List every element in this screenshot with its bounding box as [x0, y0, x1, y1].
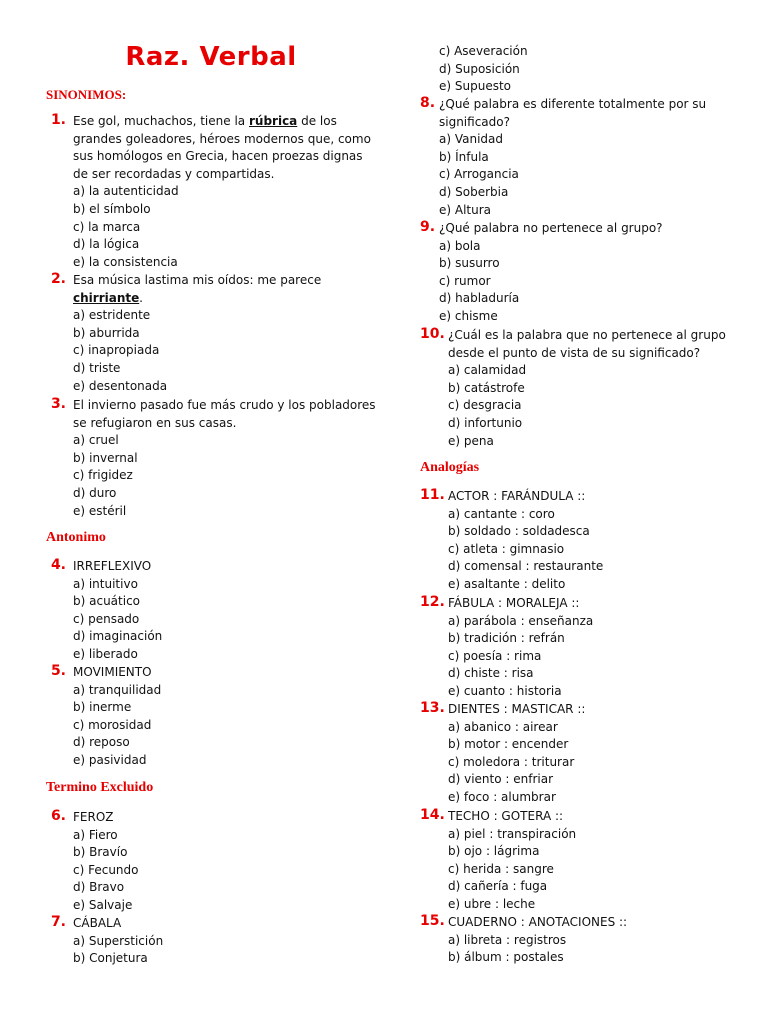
option: e) desentonada [73, 378, 168, 393]
question-text: CÁBALA [73, 916, 122, 930]
question-number: 6. [50, 808, 66, 824]
question-15 [420, 914, 750, 967]
option: e) asaltante : delito [448, 576, 566, 591]
option: a) tranquilidad [73, 682, 162, 697]
option: b) tradición : refrán [448, 631, 565, 646]
question-3 [46, 397, 376, 520]
option: b) Ínfula [439, 149, 489, 164]
question-text: FEROZ [73, 810, 114, 824]
question-number: 11. [420, 487, 445, 503]
question-number: 7. [50, 914, 66, 930]
question-number: 14. [420, 807, 445, 823]
question-4 [46, 558, 376, 664]
question-text: CUADERNO : ANOTACIONES :: [448, 915, 628, 929]
question-number: 4. [50, 557, 66, 573]
option: b) susurro [439, 256, 500, 271]
question-text: ACTOR : FARÁNDULA :: [448, 489, 586, 503]
section-sinonimos: SINONIMOS: [46, 87, 127, 102]
section-antonimo: Antonimo [46, 530, 106, 545]
option: c) herida : sangre [448, 861, 554, 876]
option: e) Supuesto [439, 79, 512, 94]
option: a) Vanidad [439, 132, 504, 147]
option: c) Fecundo [73, 862, 139, 877]
question-text-post: . [139, 290, 143, 305]
question-number: 5. [50, 663, 66, 679]
question-text-post: de los grandes goleadores, héroes modernos que, como sus homólogos en Grecia, hacen proezas dignas de ser recordadas y compartidas. [73, 114, 371, 181]
question-number: 12. [420, 594, 445, 610]
option: b) acuático [73, 594, 141, 609]
option: e) pena [448, 433, 494, 448]
question-number: 3. [50, 396, 66, 412]
question-10 [420, 327, 750, 450]
question-number: 15. [420, 913, 445, 929]
option: a) libreta : registros [448, 932, 567, 947]
question-text: ¿Qué palabra no pertenece al grupo? [439, 221, 663, 235]
option: a) abanico : airear [448, 719, 558, 734]
option: a) cruel [73, 433, 119, 448]
option: e) Salvaje [73, 897, 133, 912]
option: d) triste [73, 360, 121, 375]
question-number: 9. [420, 219, 436, 235]
option: d) infortunio [448, 415, 523, 430]
question-11 [420, 488, 750, 594]
option: c) rumor [439, 273, 491, 288]
question-9 [420, 220, 750, 326]
option: b) invernal [73, 450, 138, 465]
option: e) ubre : leche [448, 896, 536, 911]
option: c) pensado [73, 611, 140, 626]
question-text: TECHO : GOTERA :: [448, 809, 564, 823]
question-text: MOVIMIENTO [73, 665, 152, 679]
question-number: 10. [420, 326, 445, 342]
option: d) la lógica [73, 237, 140, 252]
option: c) inapropiada [73, 343, 160, 358]
question-6 [46, 809, 376, 915]
question-2 [46, 272, 376, 395]
question-number: 2. [50, 271, 66, 287]
option: c) atleta : gimnasio [448, 541, 565, 556]
option: b) soldado : soldadesca [448, 524, 590, 539]
option: b) motor : encender [448, 737, 569, 752]
option: d) reposo [73, 735, 130, 750]
option: c) morosidad [73, 717, 152, 732]
option: a) estridente [73, 308, 151, 323]
option: e) chisme [439, 308, 498, 323]
option: d) Bravo [73, 880, 125, 895]
option: c) Arrogancia [439, 167, 519, 182]
question-7-continued [420, 43, 750, 96]
option: a) parábola : enseñanza [448, 613, 594, 628]
option: c) poesía : rima [448, 648, 542, 663]
option: b) el símbolo [73, 201, 151, 216]
option: c) desgracia [448, 398, 522, 413]
question-1 [46, 113, 376, 271]
option: d) Suposición [439, 61, 520, 76]
question-text-pre: Esa música lastima mis oídos: me parece [73, 273, 322, 287]
option: c) frigidez [73, 468, 133, 483]
option: d) cañería : fuga [448, 879, 548, 894]
option: d) chiste : risa [448, 666, 534, 681]
option: d) viento : enfriar [448, 772, 554, 787]
question-12 [420, 595, 750, 701]
question-7 [46, 915, 376, 968]
option: e) la consistencia [73, 254, 178, 269]
option: a) intuitivo [73, 576, 138, 591]
key-word: chirriante [73, 290, 140, 305]
option: b) inerme [73, 700, 132, 715]
option: a) cantante : coro [448, 506, 555, 521]
option: d) comensal : restaurante [448, 559, 604, 574]
option: b) Bravío [73, 845, 128, 860]
option: b) álbum : postales [448, 950, 564, 965]
question-text: FÁBULA : MORALEJA :: [448, 596, 580, 610]
option: a) bola [439, 238, 481, 253]
option: e) cuanto : historia [448, 683, 562, 698]
option: c) la marca [73, 219, 141, 234]
option: a) la autenticidad [73, 184, 179, 199]
option: b) Conjetura [73, 951, 148, 966]
option: e) pasividad [73, 752, 147, 767]
option: e) Altura [439, 202, 492, 217]
option: c) moledora : triturar [448, 754, 575, 769]
key-word: rúbrica [248, 114, 298, 128]
option: b) ojo : lágrima [448, 844, 540, 859]
question-number: 1. [50, 112, 66, 128]
option: b) aburrida [73, 325, 140, 340]
option: b) catástrofe [448, 380, 525, 395]
question-text: El invierno pasado fue más crudo y los pobladores se refugiaron en sus casas. [73, 398, 376, 430]
question-14 [420, 808, 750, 914]
question-8 [420, 96, 750, 219]
option: a) calamidad [448, 363, 527, 378]
option: d) imaginación [73, 629, 163, 644]
option: e) liberado [73, 646, 138, 661]
option: e) foco : alumbrar [448, 789, 556, 804]
option: d) Soberbia [439, 184, 509, 199]
option: d) habladuría [439, 291, 520, 306]
question-text: ¿Cuál es la palabra que no pertenece al grupo desde el punto de vista de su significado? [448, 328, 726, 360]
option: d) duro [73, 485, 117, 500]
option: e) estéril [73, 503, 127, 518]
question-text: DIENTES : MASTICAR :: [448, 702, 586, 716]
option: a) Superstición [73, 933, 164, 948]
option: a) Fiero [73, 827, 118, 842]
question-5 [46, 664, 376, 770]
question-text: ¿Qué palabra es diferente totalmente por su significado? [439, 97, 707, 129]
section-termino-excluido: Termino Excluido [46, 780, 154, 795]
question-number: 8. [420, 95, 436, 111]
page-title: Raz. Verbal [125, 42, 297, 72]
question-text-pre: Ese gol, muchachos, tiene la [73, 114, 246, 128]
section-analogias: Analogías [420, 460, 480, 475]
question-text: IRREFLEXIVO [73, 559, 152, 573]
question-13 [420, 701, 750, 807]
question-number: 13. [420, 700, 445, 716]
option: c) Aseveración [439, 44, 528, 58]
option: a) piel : transpiración [448, 826, 577, 841]
